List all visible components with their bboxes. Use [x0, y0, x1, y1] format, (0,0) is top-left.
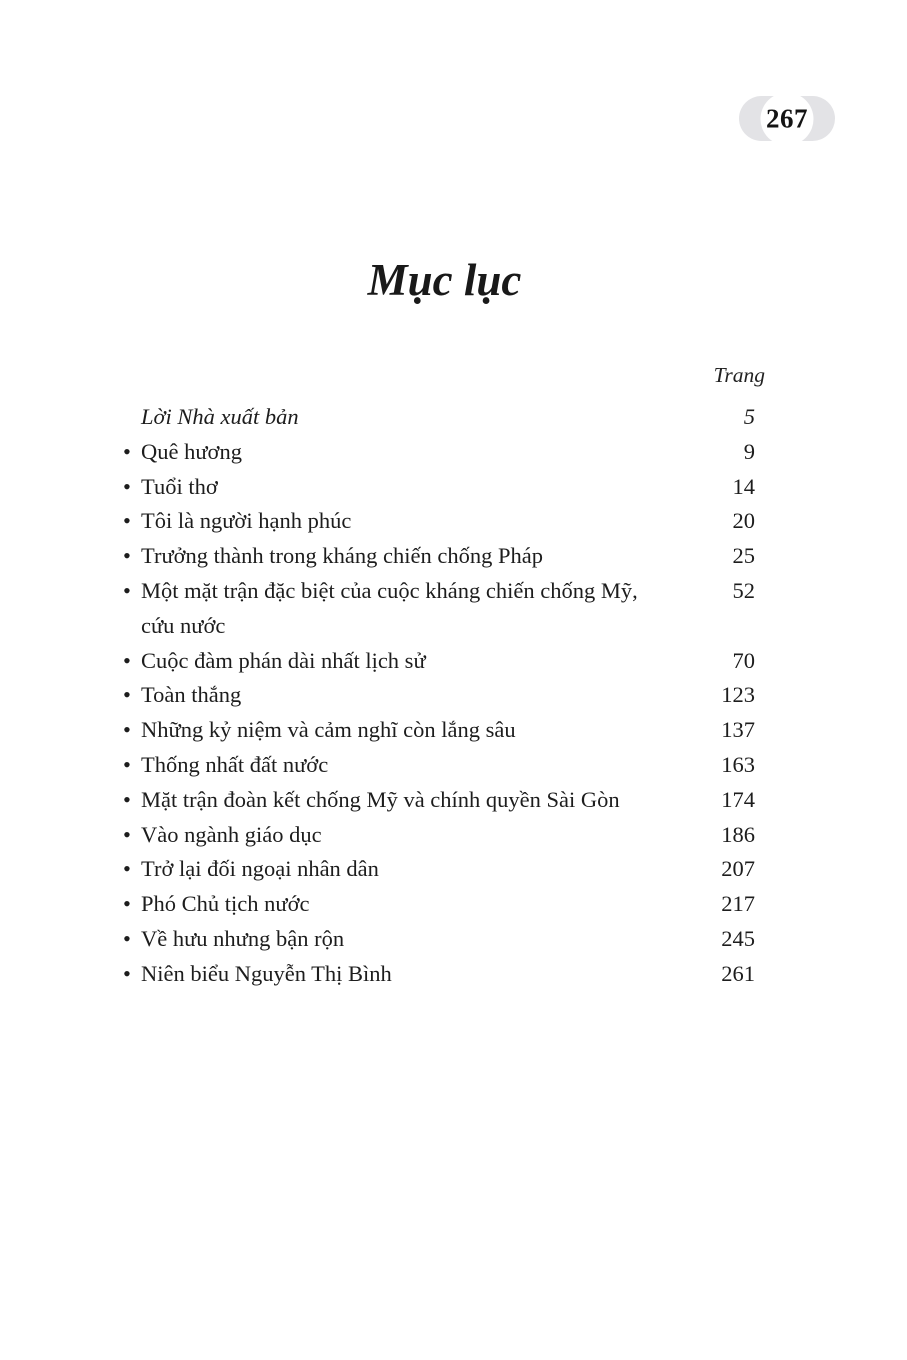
bullet-icon: • [123, 577, 131, 603]
toc-entry-title: Cuộc đàm phán dài nhất lịch sử [141, 647, 426, 673]
toc-entry-title: Về hưu nhưng bận rộn [141, 925, 345, 951]
toc-row [123, 435, 755, 470]
toc-entry [141, 887, 697, 922]
toc-row [123, 887, 755, 922]
bullet-icon: • [123, 821, 131, 847]
toc-entry-title: Tôi là người hạnh phúc [141, 508, 352, 534]
toc-entry-page: 123 [721, 682, 755, 708]
bullet-icon: • [123, 508, 131, 534]
toc-entry [141, 435, 697, 470]
toc-row [123, 470, 755, 505]
toc-row [123, 922, 755, 957]
toc-row [123, 852, 755, 887]
toc-entry-title: Phó Chủ tịch nước [141, 891, 310, 917]
toc-entry-title: Mặt trận đoàn kết chống Mỹ và chính quyền Sài Gòn [141, 786, 620, 812]
table-of-contents [123, 400, 755, 992]
toc-entry-title: Niên biểu Nguyễn Thị Bình [141, 960, 392, 986]
bullet-icon: • [123, 786, 131, 812]
toc-entry-page: 245 [721, 925, 755, 951]
toc-entry [141, 748, 697, 783]
toc-row [123, 539, 755, 574]
toc-entry-page: 5 [743, 404, 755, 429]
toc-entry-page: 20 [732, 508, 755, 534]
toc-entry [141, 400, 697, 435]
bullet-icon: • [123, 682, 131, 708]
toc-entry-page: 137 [721, 717, 755, 743]
toc-row [123, 504, 755, 539]
toc-row [123, 713, 755, 748]
toc-entry-title-line2: cứu nước [141, 612, 226, 638]
toc-entry-page: 163 [721, 751, 755, 777]
bullet-icon: • [123, 960, 131, 986]
toc-entry-title: Một mặt trận đặc biệt của cuộc kháng chiến chống Mỹ, [141, 577, 638, 603]
toc-entry [141, 678, 697, 713]
toc-row [123, 748, 755, 783]
bullet-icon: • [123, 438, 131, 464]
toc-row [123, 678, 755, 713]
toc-entry-page: 70 [732, 647, 755, 673]
bullet-icon: • [123, 543, 131, 569]
toc-entry [141, 539, 697, 574]
page-title: Mục lục [367, 255, 522, 305]
toc-entry-title: Vào ngành giáo dục [141, 821, 322, 847]
toc-row [123, 574, 755, 644]
toc-entry [141, 574, 697, 644]
toc-entry-title: Trưởng thành trong kháng chiến chống Pháp [141, 543, 543, 569]
toc-row [123, 957, 755, 992]
toc-entry [141, 922, 697, 957]
toc-entry-page: 52 [732, 577, 755, 603]
page-number-circle [761, 92, 814, 145]
toc-row [123, 644, 755, 679]
bullet-icon: • [123, 473, 131, 499]
toc-entry-title: Thống nhất đất nước [141, 751, 329, 777]
bullet-icon: • [123, 751, 131, 777]
bullet-icon: • [123, 925, 131, 951]
toc-entry [141, 713, 697, 748]
toc-entry-page: 217 [721, 891, 755, 917]
toc-entry [141, 644, 697, 679]
toc-row [123, 818, 755, 853]
toc-entry-page: 174 [721, 786, 755, 812]
page-number: 267 [766, 103, 808, 133]
toc-entry-page: 207 [721, 856, 755, 882]
toc-entry-page: 14 [732, 473, 755, 499]
toc-entry-title: Lời Nhà xuất bản [141, 404, 299, 429]
column-header-trang: Trang [713, 363, 765, 387]
bullet-icon: • [123, 717, 131, 743]
toc-entry [141, 852, 697, 887]
toc-entry-title: Trở lại đối ngoại nhân dân [141, 856, 379, 882]
toc-row [123, 783, 755, 818]
toc-entry [141, 957, 697, 992]
toc-entry [141, 470, 697, 505]
toc-entry [141, 783, 697, 818]
toc-entry-page: 9 [743, 438, 755, 464]
toc-entry-title: Toàn thắng [141, 682, 242, 708]
toc-row [123, 400, 755, 435]
bullet-icon: • [123, 647, 131, 673]
toc-entry-title: Tuổi thơ [141, 473, 218, 499]
toc-entry-page: 261 [721, 960, 755, 986]
page-number-badge [739, 96, 835, 141]
toc-entry-title: Những kỷ niệm và cảm nghĩ còn lắng sâu [141, 717, 516, 743]
toc-entry-page: 25 [732, 543, 755, 569]
bullet-icon: • [123, 891, 131, 917]
bullet-icon: • [123, 856, 131, 882]
toc-entry-page: 186 [721, 821, 755, 847]
toc-entry-title: Quê hương [141, 438, 242, 464]
toc-entry [141, 818, 697, 853]
toc-entry [141, 504, 697, 539]
